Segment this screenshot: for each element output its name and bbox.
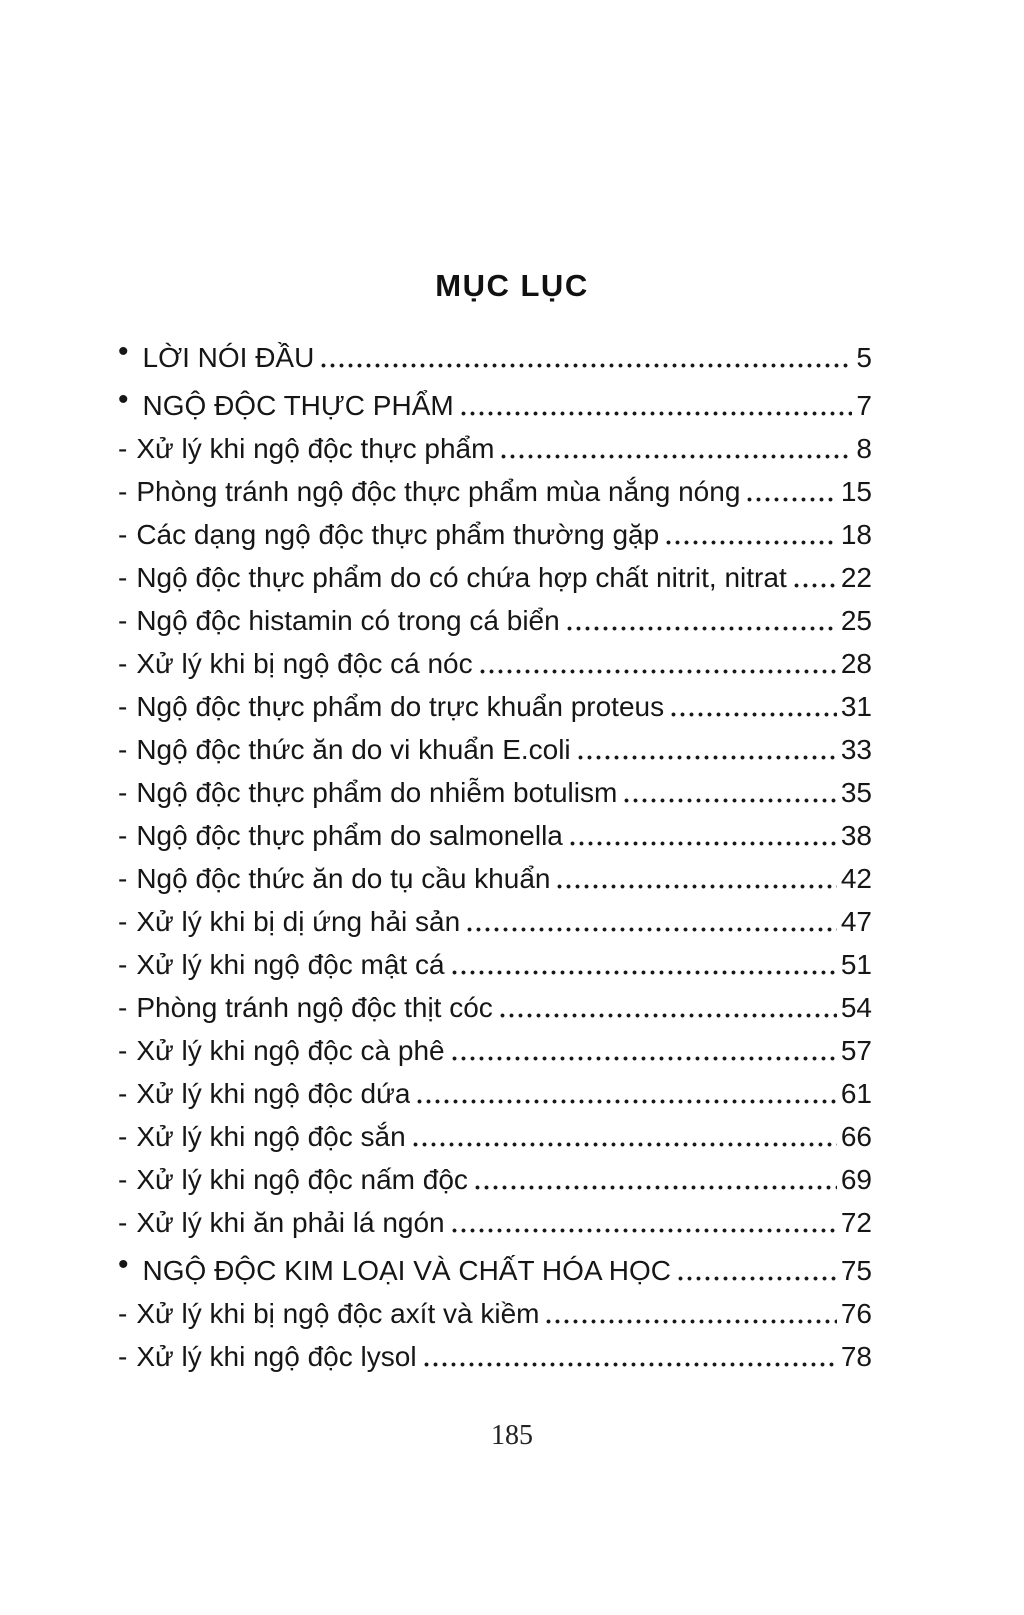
toc-entry	[118, 508, 872, 551]
toc-entry	[118, 766, 872, 809]
entry-page-number: 5	[856, 341, 872, 373]
dot-leader	[467, 927, 837, 932]
entry-page-number: 7	[856, 389, 872, 421]
entry-label: Ngộ độc thực phẩm do có chứa hợp chất nitrit, nitrat	[136, 561, 787, 593]
entry-page-number: 61	[840, 1077, 872, 1109]
entry-page-number: 33	[840, 733, 872, 765]
toc-entry	[118, 895, 872, 938]
dot-leader	[567, 626, 837, 631]
entry-page-number: 72	[840, 1206, 872, 1238]
dot-leader	[475, 1185, 837, 1190]
page-title: MỤC LỤC	[435, 268, 589, 303]
entry-label: Ngộ độc thực phẩm do trực khuẩn proteus	[136, 690, 665, 722]
entry-label: Xử lý khi ăn phải lá ngón	[136, 1206, 445, 1238]
dot-leader	[321, 363, 852, 368]
dash-marker: -	[118, 1163, 128, 1195]
dot-leader	[747, 497, 836, 502]
entry-page-number: 35	[840, 776, 872, 808]
entry-label: Xử lý khi ngộ độc dứa	[136, 1077, 411, 1109]
entry-label: NGỘ ĐỘC KIM LOẠI VÀ CHẤT HÓA HỌC	[142, 1254, 671, 1286]
dot-leader	[480, 669, 837, 674]
entry-page-number: 31	[840, 690, 872, 722]
dash-marker: -	[118, 432, 128, 464]
toc-list	[118, 326, 872, 1373]
dash-marker: -	[118, 1297, 128, 1329]
dot-leader	[501, 454, 852, 459]
dash-marker: -	[118, 1077, 128, 1109]
entry-label: Xử lý khi bị ngộ độc cá nóc	[136, 647, 473, 679]
entry-label: Phòng tránh ngộ độc thực phẩm mùa nắng nóng	[136, 475, 741, 507]
entry-label: Xử lý khi ngộ độc mật cá	[136, 948, 445, 980]
dash-marker: -	[118, 1120, 128, 1152]
dot-leader	[794, 583, 837, 588]
dash-marker: -	[118, 948, 128, 980]
entry-label: Ngộ độc thức ăn do vi khuẩn E.coli	[136, 733, 571, 765]
dash-marker: -	[118, 1034, 128, 1066]
entry-label: Ngộ độc thức ăn do tụ cầu khuẩn	[136, 862, 551, 894]
toc-section-entry	[118, 1244, 872, 1287]
dash-marker: -	[118, 561, 128, 593]
dash-marker: -	[118, 647, 128, 679]
toc-entry	[118, 1067, 872, 1110]
dash-marker: -	[118, 1340, 128, 1372]
toc-entry	[118, 1330, 872, 1373]
entry-page-number: 75	[840, 1254, 872, 1286]
entry-label: Xử lý khi bị dị ứng hải sản	[136, 905, 461, 937]
entry-label: Xử lý khi bị ngộ độc axít và kiềm	[136, 1297, 540, 1329]
dash-marker: -	[118, 733, 128, 765]
entry-page-number: 18	[840, 518, 872, 550]
dash-marker: -	[118, 518, 128, 550]
entry-page-number: 69	[840, 1163, 872, 1195]
entry-page-number: 47	[840, 905, 872, 937]
dash-marker: -	[118, 776, 128, 808]
dash-marker: -	[118, 475, 128, 507]
dash-marker: -	[118, 862, 128, 894]
entry-label: Phòng tránh ngộ độc thịt cóc	[136, 991, 493, 1023]
dash-marker: -	[118, 905, 128, 937]
entry-label: Xử lý khi ngộ độc cà phê	[136, 1034, 445, 1066]
bullet-marker: •	[118, 382, 129, 416]
dot-leader	[546, 1319, 836, 1324]
toc-entry	[118, 465, 872, 508]
page-number: 185	[491, 1420, 533, 1451]
toc-entry	[118, 1196, 872, 1239]
entry-page-number: 28	[840, 647, 872, 679]
entry-page-number: 25	[840, 604, 872, 636]
entry-label: Xử lý khi ngộ độc sắn	[136, 1120, 406, 1152]
dot-leader	[424, 1362, 837, 1367]
entry-label: NGỘ ĐỘC THỰC PHẨM	[142, 389, 454, 421]
dot-leader	[413, 1142, 837, 1147]
entry-page-number: 15	[840, 475, 872, 507]
entry-page-number: 38	[840, 819, 872, 851]
entry-page-number: 57	[840, 1034, 872, 1066]
dot-leader	[557, 884, 836, 889]
toc-entry	[118, 1110, 872, 1153]
toc-entry	[118, 1024, 872, 1067]
toc-entry	[118, 981, 872, 1024]
dash-marker: -	[118, 819, 128, 851]
entry-page-number: 42	[840, 862, 872, 894]
toc-entry	[118, 551, 872, 594]
bullet-marker: •	[118, 334, 129, 368]
dot-leader	[678, 1276, 837, 1281]
dot-leader	[624, 798, 837, 803]
toc-entry	[118, 852, 872, 895]
dash-marker: -	[118, 690, 128, 722]
dot-leader	[452, 1228, 837, 1233]
entry-page-number: 54	[840, 991, 872, 1023]
entry-label: Ngộ độc thực phẩm do salmonella	[136, 819, 563, 851]
dot-leader	[452, 1056, 837, 1061]
entry-label: Xử lý khi ngộ độc thực phẩm	[136, 432, 495, 464]
toc-entry	[118, 680, 872, 723]
dash-marker: -	[118, 991, 128, 1023]
dot-leader	[500, 1013, 837, 1018]
toc-entry	[118, 1153, 872, 1196]
dot-leader	[461, 411, 853, 416]
entry-label: Ngộ độc histamin có trong cá biển	[136, 604, 560, 636]
bullet-marker: •	[118, 1247, 129, 1281]
entry-page-number: 76	[840, 1297, 872, 1329]
entry-label: LỜI NÓI ĐẦU	[142, 341, 315, 373]
entry-page-number: 8	[856, 432, 872, 464]
dot-leader	[570, 841, 837, 846]
toc-section-entry	[118, 379, 872, 422]
toc-entry	[118, 637, 872, 680]
dot-leader	[578, 755, 837, 760]
toc-entry	[118, 938, 872, 981]
toc-entry	[118, 809, 872, 852]
toc-entry	[118, 1287, 872, 1330]
dash-marker: -	[118, 604, 128, 636]
dot-leader	[417, 1099, 836, 1104]
toc-entry	[118, 422, 872, 465]
dot-leader	[666, 540, 837, 545]
entry-label: Xử lý khi ngộ độc lysol	[136, 1340, 417, 1372]
dot-leader	[671, 712, 837, 717]
entry-label: Xử lý khi ngộ độc nấm độc	[136, 1163, 468, 1195]
entry-label: Các dạng ngộ độc thực phẩm thường gặp	[136, 518, 660, 550]
toc-entry	[118, 594, 872, 637]
entry-page-number: 22	[840, 561, 872, 593]
entry-page-number: 51	[840, 948, 872, 980]
dot-leader	[452, 970, 837, 975]
entry-label: Ngộ độc thực phẩm do nhiễm botulism	[136, 776, 618, 808]
dash-marker: -	[118, 1206, 128, 1238]
entry-page-number: 66	[840, 1120, 872, 1152]
toc-entry	[118, 723, 872, 766]
entry-page-number: 78	[840, 1340, 872, 1372]
toc-section-entry	[118, 331, 872, 374]
